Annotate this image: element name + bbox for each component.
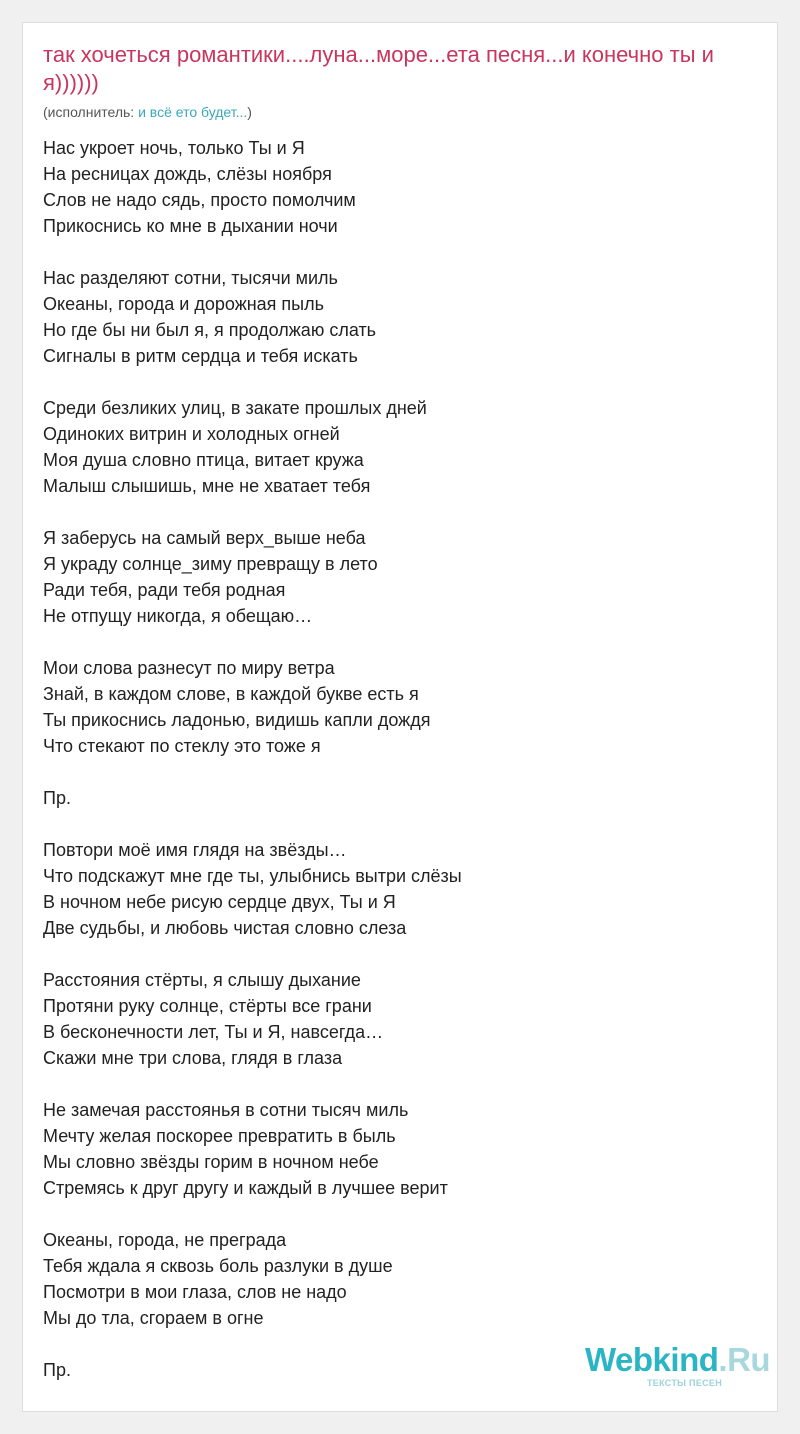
lyric-line: Ради тебя, ради тебя родная: [43, 580, 286, 600]
logo-tagline: ТЕКСТЫ ПЕСЕН: [647, 1378, 723, 1388]
logo-domain: .Ru: [718, 1341, 771, 1378]
lyric-line: Ты прикоснись ладонью, видишь капли дождя: [43, 710, 431, 730]
lyric-line: Тебя ждала я сквозь боль разлуки в душе: [43, 1256, 393, 1276]
lyric-line: Расстояния стёрты, я слышу дыхание: [43, 970, 361, 990]
stanza-gap: [43, 1071, 759, 1097]
lyric-line: Две судьбы, и любовь чистая словно слеза: [43, 918, 407, 938]
lyric-line: Не отпущу никогда, я обещаю…: [43, 606, 313, 626]
lyric-line: Среди безликих улиц, в закате прошлых дней: [43, 398, 427, 418]
lyric-line: Не замечая расстоянья в сотни тысяч миль: [43, 1100, 409, 1120]
lyric-line: Посмотри в мои глаза, слов не надо: [43, 1282, 347, 1302]
stanza-gap: [43, 499, 759, 525]
stanza-gap: [43, 1201, 759, 1227]
lyric-line: Мы до тла, сгораем в огне: [43, 1308, 264, 1328]
lyric-line: Пр.: [43, 788, 71, 808]
artist-suffix: ): [247, 104, 252, 120]
lyric-line: Я украду солнце_зиму превращу в лето: [43, 554, 378, 574]
lyric-line: Слов не надо сядь, просто помолчим: [43, 190, 356, 210]
lyrics-body: [43, 135, 759, 1383]
lyric-line: Я заберусь на самый верх_выше неба: [43, 528, 366, 548]
lyric-line: Протяни руку солнце, стёрты все грани: [43, 996, 372, 1016]
artist-link[interactable]: и всё ето будет...: [138, 104, 248, 120]
artist-prefix: (исполнитель:: [43, 104, 135, 120]
stanza-gap: [43, 369, 759, 395]
lyric-line: Мы словно звёзды горим в ночном небе: [43, 1152, 379, 1172]
lyric-line: В бесконечности лет, Ты и Я, навсегда…: [43, 1022, 384, 1042]
logo-brand: Webkind: [585, 1341, 719, 1378]
lyric-line: Пр.: [43, 1360, 71, 1380]
lyric-line: Нас укроет ночь, только Ты и Я: [43, 138, 305, 158]
lyric-line: В ночном небе рисую сердце двух, Ты и Я: [43, 892, 396, 912]
lyric-line: Но где бы ни был я, я продолжаю слать: [43, 320, 377, 340]
lyric-line: Нас разделяют сотни, тысячи миль: [43, 268, 338, 288]
lyric-line: Малыш слышишь, мне не хватает тебя: [43, 476, 371, 496]
lyric-line: Что подскажут мне где ты, улыбнись вытри слёзы: [43, 866, 462, 886]
artist-line: [43, 103, 252, 121]
lyric-line: Моя душа словно птица, витает кружа: [43, 450, 364, 470]
lyrics-card: [22, 22, 778, 1412]
lyric-line: Скажи мне три слова, глядя в глаза: [43, 1048, 343, 1068]
lyric-line: Одиноких витрин и холодных огней: [43, 424, 340, 444]
stanza-gap: [43, 941, 759, 967]
lyric-line: Что стекают по стеклу это тоже я: [43, 736, 321, 756]
lyric-line: Стремясь к друг другу и каждый в лучшее верит: [43, 1178, 448, 1198]
song-title: так хочеться романтики....луна...море...ета песня...и конечно ты и я)))))): [43, 42, 714, 95]
lyric-line: Повтори моё имя глядя на звёзды…: [43, 840, 347, 860]
webkind-logo[interactable]: [585, 1341, 775, 1395]
lyric-line: Знай, в каждом слове, в каждой букве есть я: [43, 684, 419, 704]
lyric-line: Сигналы в ритм сердца и тебя искать: [43, 346, 358, 366]
stanza-gap: [43, 759, 759, 785]
stanza-gap: [43, 239, 759, 265]
logo-wordmark: [585, 1341, 770, 1379]
stanza-gap: [43, 811, 759, 837]
stanza-gap: [43, 629, 759, 655]
lyric-line: Океаны, города, не преграда: [43, 1230, 287, 1250]
lyric-line: На ресницах дождь, слёзы ноября: [43, 164, 332, 184]
lyric-line: Мечту желая поскорее превратить в быль: [43, 1126, 396, 1146]
lyric-line: Мои слова разнесут по миру ветра: [43, 658, 335, 678]
lyric-line: Прикоснись ко мне в дыхании ночи: [43, 216, 338, 236]
lyric-line: Океаны, города и дорожная пыль: [43, 294, 324, 314]
